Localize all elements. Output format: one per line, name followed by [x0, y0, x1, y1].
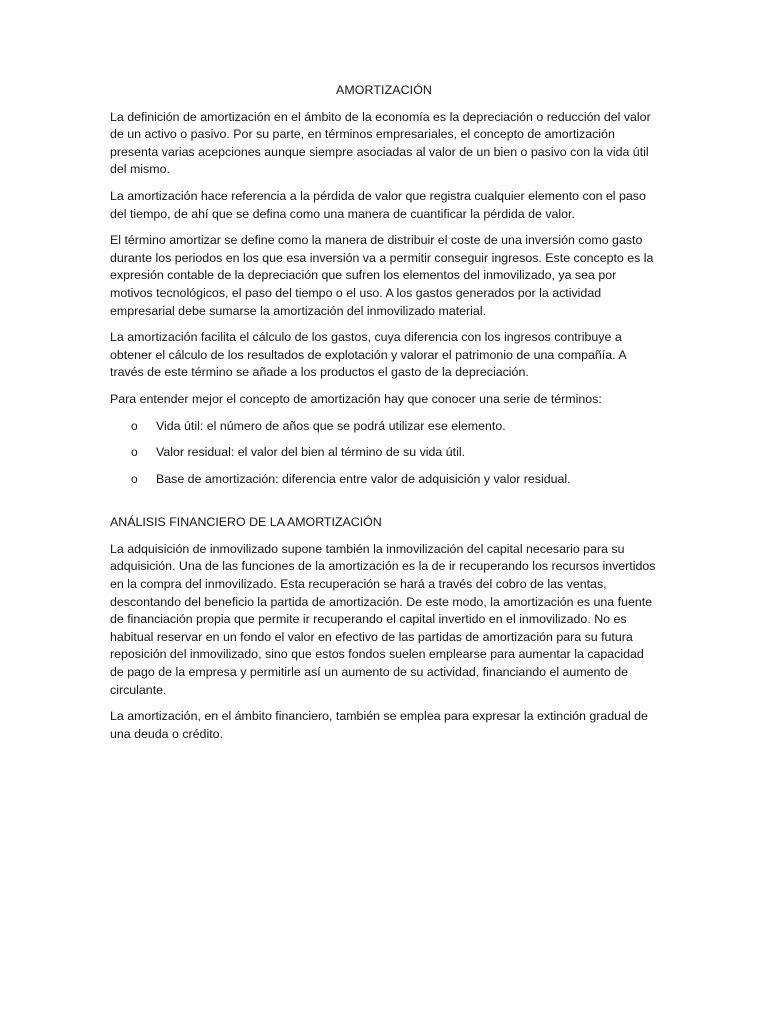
paragraph-definition: La definición de amortización en el ámbito de la economía es la depreciación o reducción del valor de un activo o pasivo. Por su parte, en términos empresariales, el concepto de amortización presenta varias acepciones aunque siempre asociadas al valor de un bien o pasivo con la vida útil del mismo. [110, 109, 651, 177]
paragraph-financial-analysis: La adquisición de inmovilizado supone también la inmovilización del capital necesario para su adquisición. Una de las funciones de la amortización es la de ir recuperando los recursos invertidos en la compra del inmovilizado. Esta recuperación se hará a través del cobro de las ventas, descontando del beneficio la partida de amortización. De este modo, la amortización es una fuente de financiación propia que permite ir recuperando el capital invertido en el inmovilizado. No es habitual reservar en un fondo el valor en efectivo de las partidas de amortización para su futura reposición del inmovilizado, sino que estos fondos suelen emplearse para aumentar la capacidad de pago de la empresa y permitirle así un aumento de su actividad, financiando el aumento de circulante. [110, 541, 656, 697]
term-definition: diferencia entre valor de adquisición y valor residual. [278, 471, 571, 486]
paragraph-calculation: La amortización facilita el cálculo de los gastos, cuya diferencia con los ingresos contribuye a obtener el cálculo de los resultados de explotación y valorar el patrimonio de una compañía. A través de este término se añade a los productos el gasto de la depreciación. [110, 330, 626, 380]
term-label: Valor residual: [156, 445, 235, 460]
term-label: Base de amortización: [156, 471, 279, 486]
list-item-vida-util [110, 418, 658, 436]
term-definition: el valor del bien al término de su vida útil. [234, 445, 466, 460]
document-body [110, 82, 658, 752]
paragraph-debt-extinction: La amortización, en el ámbito financiero, también se emplea para expresar la extinción gradual de una deuda o crédito. [110, 709, 648, 741]
term-label: Vida útil: [156, 418, 204, 433]
paragraph-amortize-term: El término amortizar se define como la manera de distribuir el coste de una inversión como gasto durante los periodos en los que esa inversión va a permitir conseguir ingresos. Este concepto es la expresión contable de la depreciación que sufren los elementos del inmovilizado, ya sea por motivos tecnológicos, el paso del tiempo o el uso. A los gastos generados por la actividad empresarial debe sumarse la amortización del inmovilizado material. [110, 233, 654, 318]
list-item-base-amortizacion [110, 471, 658, 489]
term-definition: el número de años que se podrá utilizar ese elemento. [203, 418, 506, 433]
list-item-valor-residual [110, 444, 658, 462]
bullet-icon: o [131, 445, 138, 460]
bullet-icon: o [131, 471, 138, 486]
document-title: AMORTIZACIÓN [336, 83, 432, 97]
paragraph-loss-of-value: La amortización hace referencia a la pérdida de valor que registra cualquier elemento con el paso del tiempo, de ahí que se defina como una manera de cuantificar la pérdida de valor. [110, 188, 646, 221]
section-heading: ANÁLISIS FINANCIERO DE LA AMORTIZACIÓN [110, 515, 382, 530]
terms-list [110, 418, 658, 489]
bullet-icon: o [131, 418, 138, 433]
terms-intro: Para entender mejor el concepto de amortización hay que conocer una serie de términos: [110, 391, 602, 406]
section-spacer [110, 497, 658, 514]
